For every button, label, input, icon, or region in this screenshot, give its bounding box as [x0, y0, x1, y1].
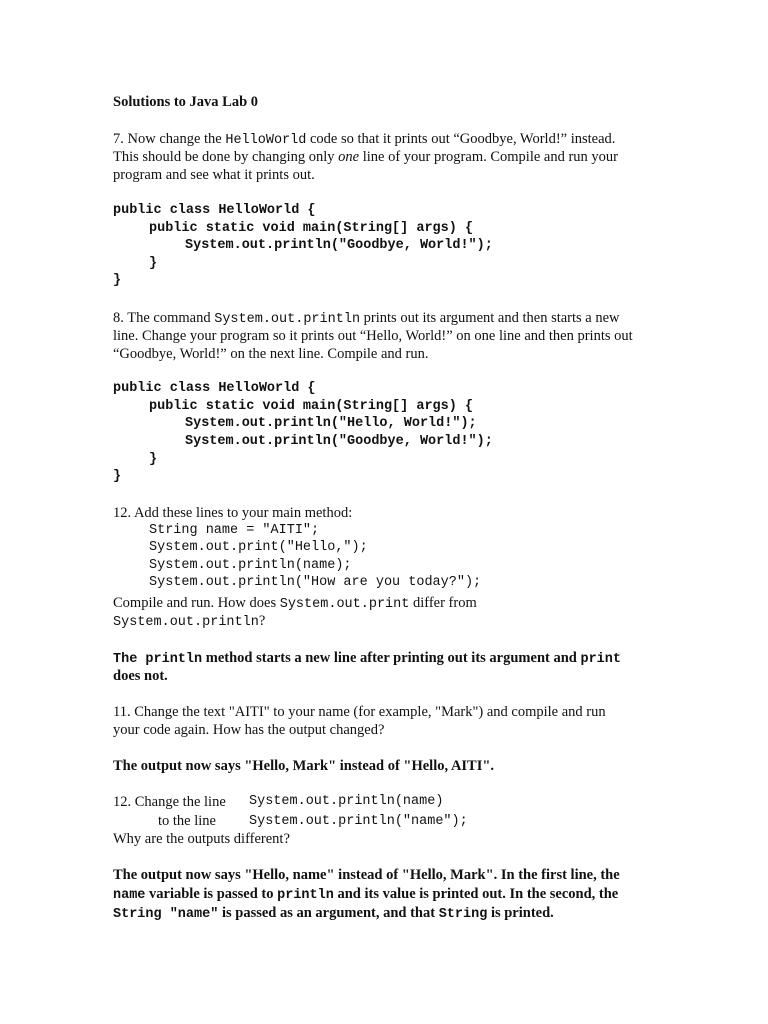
q12a-inline-code: System.out.println: [113, 615, 259, 630]
q12b-answer-code: String: [438, 907, 488, 922]
q8-text: 8. The command: [113, 310, 215, 326]
q11-line-2: your code again. How has the output changed?: [113, 722, 385, 738]
q12b-answer-code: name: [113, 888, 146, 903]
q7-text: code so that it prints out “Goodbye, World!” instead.: [306, 131, 616, 147]
q12b-answer-text: is printed.: [487, 905, 554, 921]
q11-answer: The output now says "Hello, Mark" instead of "Hello, AITI".: [113, 758, 495, 774]
q12b-answer-text: and its value is printed out. In the second, the: [333, 886, 619, 902]
q12b-line-3: Why are the outputs different?: [113, 831, 290, 847]
q12a-text: differ from: [409, 595, 477, 611]
q7-inline-code: HelloWorld: [225, 133, 307, 148]
q7-code-line: public static void main(String[] args) {: [149, 221, 474, 236]
q8-code-line: }: [113, 469, 122, 484]
q11-line-1: 11. Change the text "AITI" to your name (for example, "Mark") and compile and run: [113, 704, 606, 720]
q8-line-3: “Goodbye, World!” on the next line. Compile and run.: [113, 346, 429, 362]
q12a-intro: 12. Add these lines to your main method:: [113, 505, 353, 521]
q12a-code-line: System.out.print("Hello,");: [149, 540, 368, 555]
q8-text: prints out its argument and then starts a new: [360, 310, 620, 326]
q8-code-line: public class HelloWorld {: [113, 381, 316, 396]
q12b-answer-text: is passed as an argument, and that: [218, 905, 439, 921]
q7-line-3: program and see what it prints out.: [113, 167, 315, 183]
q8-line-1: [113, 309, 620, 329]
q8-code-line: public static void main(String[] args) {: [149, 399, 474, 414]
q8-line-2: line. Change your program so it prints out “Hello, World!” on one line and then prints out: [113, 328, 633, 344]
q8-code-line: System.out.println("Goodbye, World!");: [185, 434, 493, 449]
page-title: Solutions to Java Lab 0: [113, 94, 259, 110]
q12a-code-line: System.out.println("How are you today?");: [149, 575, 482, 590]
q12a-code-line: System.out.println(name);: [149, 558, 352, 573]
q7-text: This should be done by changing only: [113, 149, 339, 165]
q12b-line-1: 12. Change the line: [113, 794, 226, 810]
q12a-answer-code: The: [113, 652, 146, 667]
q8-code-line: System.out.println("Hello, World!");: [185, 416, 477, 431]
q7-code-line: }: [149, 256, 158, 271]
q7-line-1: [113, 130, 615, 150]
q7-text: line of your program. Compile and run your: [359, 149, 619, 165]
q12b-answer-code: println: [277, 888, 334, 903]
q12a-answer-2: does not.: [113, 668, 168, 684]
q12a-answer-1: [113, 649, 621, 669]
q12a-text: ?: [258, 613, 266, 629]
q12a-question-2: [113, 612, 265, 632]
q12a-text: Compile and run. How does: [113, 595, 280, 611]
q12b-answer-2: [113, 885, 618, 905]
q8-code-line: }: [149, 452, 158, 467]
q7-code-line: }: [113, 273, 122, 288]
q12b-answer-text: variable is passed to: [145, 886, 278, 902]
q12b-code-2: System.out.println("name");: [249, 814, 468, 829]
q12a-question-1: [113, 594, 477, 614]
q12a-answer-text: method starts a new line after printing out its argument and: [202, 650, 581, 666]
q12b-line-2: to the line: [158, 813, 216, 829]
q12b-answer-code: "name": [161, 907, 219, 922]
q12b-code-1: System.out.println(name): [249, 794, 444, 809]
q12a-inline-code: System.out.print: [279, 597, 410, 612]
q12b-answer-1: The output now says "Hello, name" instead of "Hello, Mark". In the first line, the: [113, 867, 620, 883]
q7-code-line: System.out.println("Goodbye, World!");: [185, 238, 493, 253]
q12a-answer-code: print: [580, 652, 621, 667]
q7-emphasis: one: [338, 149, 360, 165]
q7-text: 7. Now change the: [113, 131, 226, 147]
q7-line-2: [113, 148, 618, 166]
q8-inline-code: System.out.println: [214, 312, 361, 327]
q12a-answer-code: println: [145, 652, 203, 667]
q12b-answer-code: String: [113, 907, 162, 922]
q12b-answer-3: [113, 904, 554, 924]
q7-code-line: public class HelloWorld {: [113, 203, 316, 218]
q12a-code-line: String name = "AITI";: [149, 523, 320, 538]
